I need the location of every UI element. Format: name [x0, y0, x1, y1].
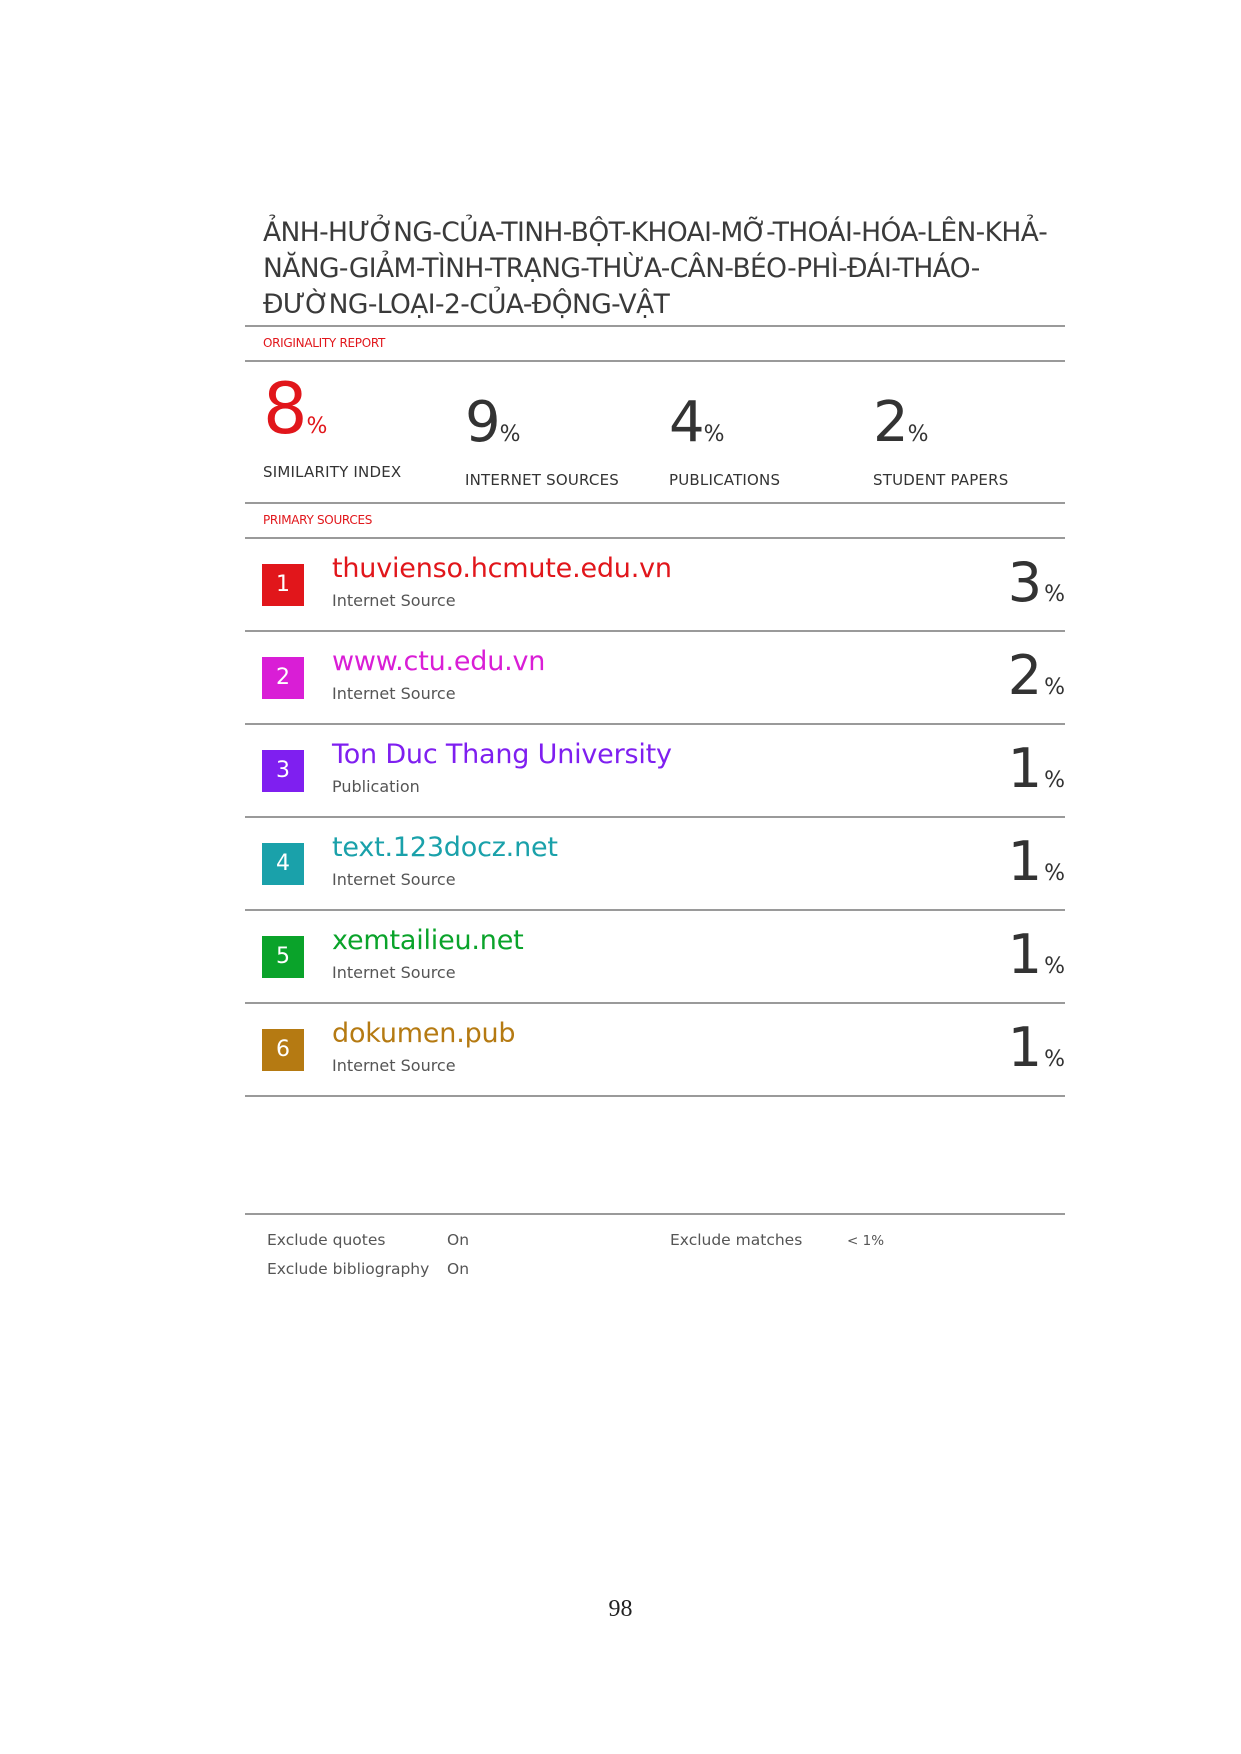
source-name[interactable]: www.ctu.edu.vn — [332, 646, 546, 677]
source-item — [245, 818, 1065, 911]
source-type: Internet Source — [332, 963, 456, 982]
source-type: Internet Source — [332, 684, 456, 703]
source-name[interactable]: dokumen.pub — [332, 1018, 516, 1049]
source-item — [245, 539, 1065, 632]
report-options — [245, 1213, 1065, 1289]
stat-label: SIMILARITY INDEX — [263, 463, 402, 481]
source-percentage: 3% — [1007, 551, 1065, 614]
exclude-matches-label: Exclude matches — [670, 1231, 803, 1249]
primary-sources-list — [245, 539, 1065, 1097]
source-type: Internet Source — [332, 870, 456, 889]
source-percentage: 1% — [1007, 737, 1065, 800]
exclude-bibliography-label: Exclude bibliography — [267, 1260, 430, 1278]
source-percentage: 1% — [1007, 923, 1065, 986]
stats-row — [245, 362, 1065, 502]
source-percentage: 2% — [1007, 644, 1065, 707]
stat-publications — [669, 390, 780, 489]
stat-value: 8% — [263, 368, 326, 450]
report-title: ẢNH-HƯỞNG-CỦA-TINH-BỘT-KHOAI-MỠ-THOÁI-HÓA-LÊN-KHẢ-NĂNG-GIẢM-TÌNH-TRẠNG-THỪA-CÂN-BÉO-PHÌ-ĐÁI-THÁO-ĐƯỜNG-LOẠI-2-CỦA-ĐỘNG-VẬT — [263, 217, 1048, 320]
source-item — [245, 1004, 1065, 1097]
originality-report-label: ORIGINALITY REPORT — [263, 336, 386, 350]
source-item — [245, 725, 1065, 818]
source-name[interactable]: thuvienso.hcmute.edu.vn — [332, 553, 672, 584]
stat-label: INTERNET SOURCES — [465, 471, 619, 489]
source-name[interactable]: text.123docz.net — [332, 832, 558, 863]
primary-sources-label: PRIMARY SOURCES — [263, 513, 373, 527]
rank-badge: 2 — [262, 657, 304, 699]
stat-value: 4% — [669, 390, 723, 455]
divider — [245, 1213, 1065, 1215]
source-type: Internet Source — [332, 591, 456, 610]
options-row — [245, 1231, 1065, 1260]
rank-badge: 6 — [262, 1029, 304, 1071]
stat-value: 9% — [465, 390, 519, 455]
source-name[interactable]: xemtailieu.net — [332, 925, 524, 956]
source-item — [245, 911, 1065, 1004]
source-percentage: 1% — [1007, 1016, 1065, 1079]
stat-similarity-index — [263, 368, 402, 481]
page-number: 98 — [608, 1596, 633, 1622]
exclude-quotes-value: On — [447, 1231, 470, 1249]
stat-label: PUBLICATIONS — [669, 471, 781, 489]
rank-badge: 3 — [262, 750, 304, 792]
exclude-matches-value: < 1% — [847, 1233, 885, 1249]
stat-label: STUDENT PAPERS — [873, 471, 1009, 489]
stat-value: 2% — [873, 390, 927, 455]
stat-student-papers — [873, 390, 1008, 489]
originality-report — [245, 215, 1065, 1097]
source-item — [245, 632, 1065, 725]
source-name[interactable]: Ton Duc Thang University — [332, 739, 672, 770]
source-percentage: 1% — [1007, 830, 1065, 893]
rank-badge: 1 — [262, 564, 304, 606]
exclude-quotes-label: Exclude quotes — [267, 1231, 386, 1249]
exclude-bibliography-value: On — [447, 1260, 470, 1278]
rank-badge: 5 — [262, 936, 304, 978]
stat-internet-sources — [465, 390, 619, 489]
options-row — [245, 1260, 1065, 1289]
source-type: Internet Source — [332, 1056, 456, 1075]
source-type: Publication — [332, 777, 420, 796]
rank-badge: 4 — [262, 843, 304, 885]
